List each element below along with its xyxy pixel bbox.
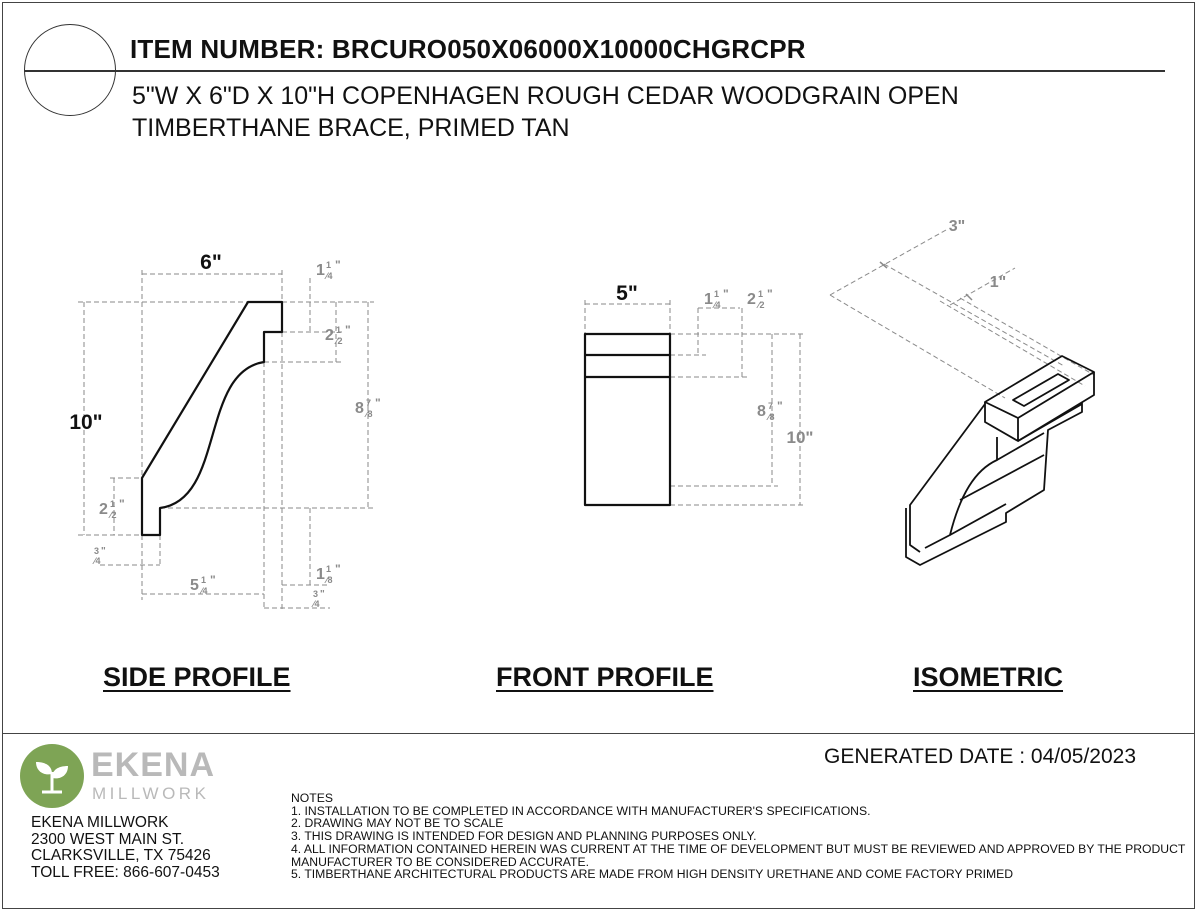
svg-text:2: 2 xyxy=(99,501,108,518)
svg-text:1: 1 xyxy=(201,575,207,585)
svg-text:⁄4: ⁄4 xyxy=(326,271,333,281)
svg-text:⁄2: ⁄2 xyxy=(758,300,765,310)
svg-text:": " xyxy=(210,573,216,587)
svg-text:⁄8: ⁄8 xyxy=(366,409,373,419)
svg-text:": " xyxy=(723,287,729,301)
dim-8-7-8-front xyxy=(757,399,783,422)
svg-text:1: 1 xyxy=(758,289,764,299)
logo-name: EKENA xyxy=(91,746,216,784)
dim-2-1-2-front xyxy=(747,287,773,310)
side-profile-outline xyxy=(142,302,282,535)
svg-text:1: 1 xyxy=(326,260,332,270)
company-address xyxy=(31,815,220,881)
note-item: 5. TIMBERTHANE ARCHITECTURAL PRODUCTS ARE MADE FROM HIGH DENSITY URETHANE AND COME FACTORY PRIMED xyxy=(291,867,1014,882)
footer-rule xyxy=(2,733,1195,734)
svg-text:⁄4: ⁄4 xyxy=(201,586,208,596)
svg-text:⁄4: ⁄4 xyxy=(94,556,101,566)
svg-text:⁄8: ⁄8 xyxy=(768,412,775,422)
svg-text:3: 3 xyxy=(94,546,100,556)
description-line-1: 5"W X 6"D X 10"H COPENHAGEN ROUGH CEDAR WOODGRAIN OPEN xyxy=(132,82,959,110)
svg-text:": " xyxy=(101,546,106,557)
isometric-label: ISOMETRIC xyxy=(913,662,1064,692)
dim-2-1-2-side-lower xyxy=(99,497,125,520)
svg-text:": " xyxy=(345,323,351,337)
svg-text:2: 2 xyxy=(747,291,756,308)
front-height-label: 10" xyxy=(786,428,814,447)
svg-text:": " xyxy=(375,396,381,410)
svg-text:3: 3 xyxy=(313,589,319,599)
side-height-label: 10" xyxy=(69,411,103,434)
generated-date: GENERATED DATE : 04/05/2023 xyxy=(824,745,1137,768)
note-item: 4. ALL INFORMATION CONTAINED HEREIN WAS CURRENT AT THE TIME OF DEVELOPMENT BUT MUST BE REVIEWED AND APPROVED BY THE PRODUCT MANUFACTURER TO BE CONSIDERED ACCURATE. xyxy=(291,841,1186,869)
dim-3-4-side-left xyxy=(92,546,106,566)
dim-1-1-4-side xyxy=(316,258,341,281)
svg-text:⁄2: ⁄2 xyxy=(110,510,117,520)
dim-3-4-side-right xyxy=(311,589,325,609)
city-state-zip: CLARKSVILLE, TX 75426 xyxy=(31,847,211,864)
svg-text:1: 1 xyxy=(316,566,325,583)
svg-text:1: 1 xyxy=(336,325,342,335)
side-width-label: 6" xyxy=(200,251,222,274)
street-address: 2300 WEST MAIN ST. xyxy=(31,830,185,848)
svg-text:1: 1 xyxy=(316,262,325,279)
svg-text:1: 1 xyxy=(326,564,332,574)
front-profile-label: FRONT PROFILE xyxy=(496,662,714,692)
svg-text:5: 5 xyxy=(190,577,199,594)
svg-text:": " xyxy=(767,287,773,301)
svg-text:2: 2 xyxy=(325,327,334,344)
leaf-icon xyxy=(20,744,84,808)
iso-slot-label: 1" xyxy=(989,274,1007,291)
svg-text:8: 8 xyxy=(757,403,766,420)
note-item: 2. DRAWING MAY NOT BE TO SCALE xyxy=(291,816,504,831)
svg-text:⁄8: ⁄8 xyxy=(326,575,333,585)
svg-text:1: 1 xyxy=(704,291,713,308)
dim-1-1-8-side xyxy=(316,562,341,585)
dim-2-1-2-side-upper xyxy=(325,323,351,346)
iso-depth-label: 3" xyxy=(948,218,966,235)
notes-block xyxy=(291,792,1186,881)
note-item: 1. INSTALLATION TO BE COMPLETED IN ACCORDANCE WITH MANUFACTURER'S SPECIFICATIONS. xyxy=(291,803,871,818)
description-line-2: TIMBERTHANE BRACE, PRIMED TAN xyxy=(132,114,570,142)
notes-title: NOTES xyxy=(291,791,333,805)
front-profile-outline xyxy=(585,334,670,505)
svg-text:⁄4: ⁄4 xyxy=(313,599,320,609)
svg-text:7: 7 xyxy=(768,401,774,411)
note-item: 3. THIS DRAWING IS INTENDED FOR DESIGN AND PLANNING PURPOSES ONLY. xyxy=(291,829,757,844)
logo-subtitle: MILLWORK xyxy=(92,784,210,803)
svg-text:": " xyxy=(119,497,125,511)
svg-text:": " xyxy=(335,562,341,576)
item-number: ITEM NUMBER: BRCURO050X06000X10000CHGRCPR xyxy=(130,34,806,64)
svg-text:⁄4: ⁄4 xyxy=(714,300,721,310)
svg-text:": " xyxy=(320,589,325,600)
front-width-label: 5" xyxy=(616,282,638,305)
phone-number: TOLL FREE: 866-607-0453 xyxy=(31,863,220,881)
dim-8-7-8-side xyxy=(355,396,381,419)
isometric-outline xyxy=(906,356,1094,565)
dim-5-1-4-side xyxy=(190,573,216,596)
svg-text:7: 7 xyxy=(366,398,372,408)
svg-text:1: 1 xyxy=(714,289,720,299)
dim-1-1-4-front xyxy=(704,287,729,310)
iso-depth-dimline xyxy=(830,230,946,295)
svg-text:8: 8 xyxy=(355,400,364,417)
svg-text:": " xyxy=(335,258,341,272)
svg-text:⁄2: ⁄2 xyxy=(336,336,343,346)
svg-text:": " xyxy=(777,399,783,413)
side-profile-label: SIDE PROFILE xyxy=(103,662,291,692)
svg-text:1: 1 xyxy=(110,499,116,509)
company-name: EKENA MILLWORK xyxy=(31,814,169,831)
